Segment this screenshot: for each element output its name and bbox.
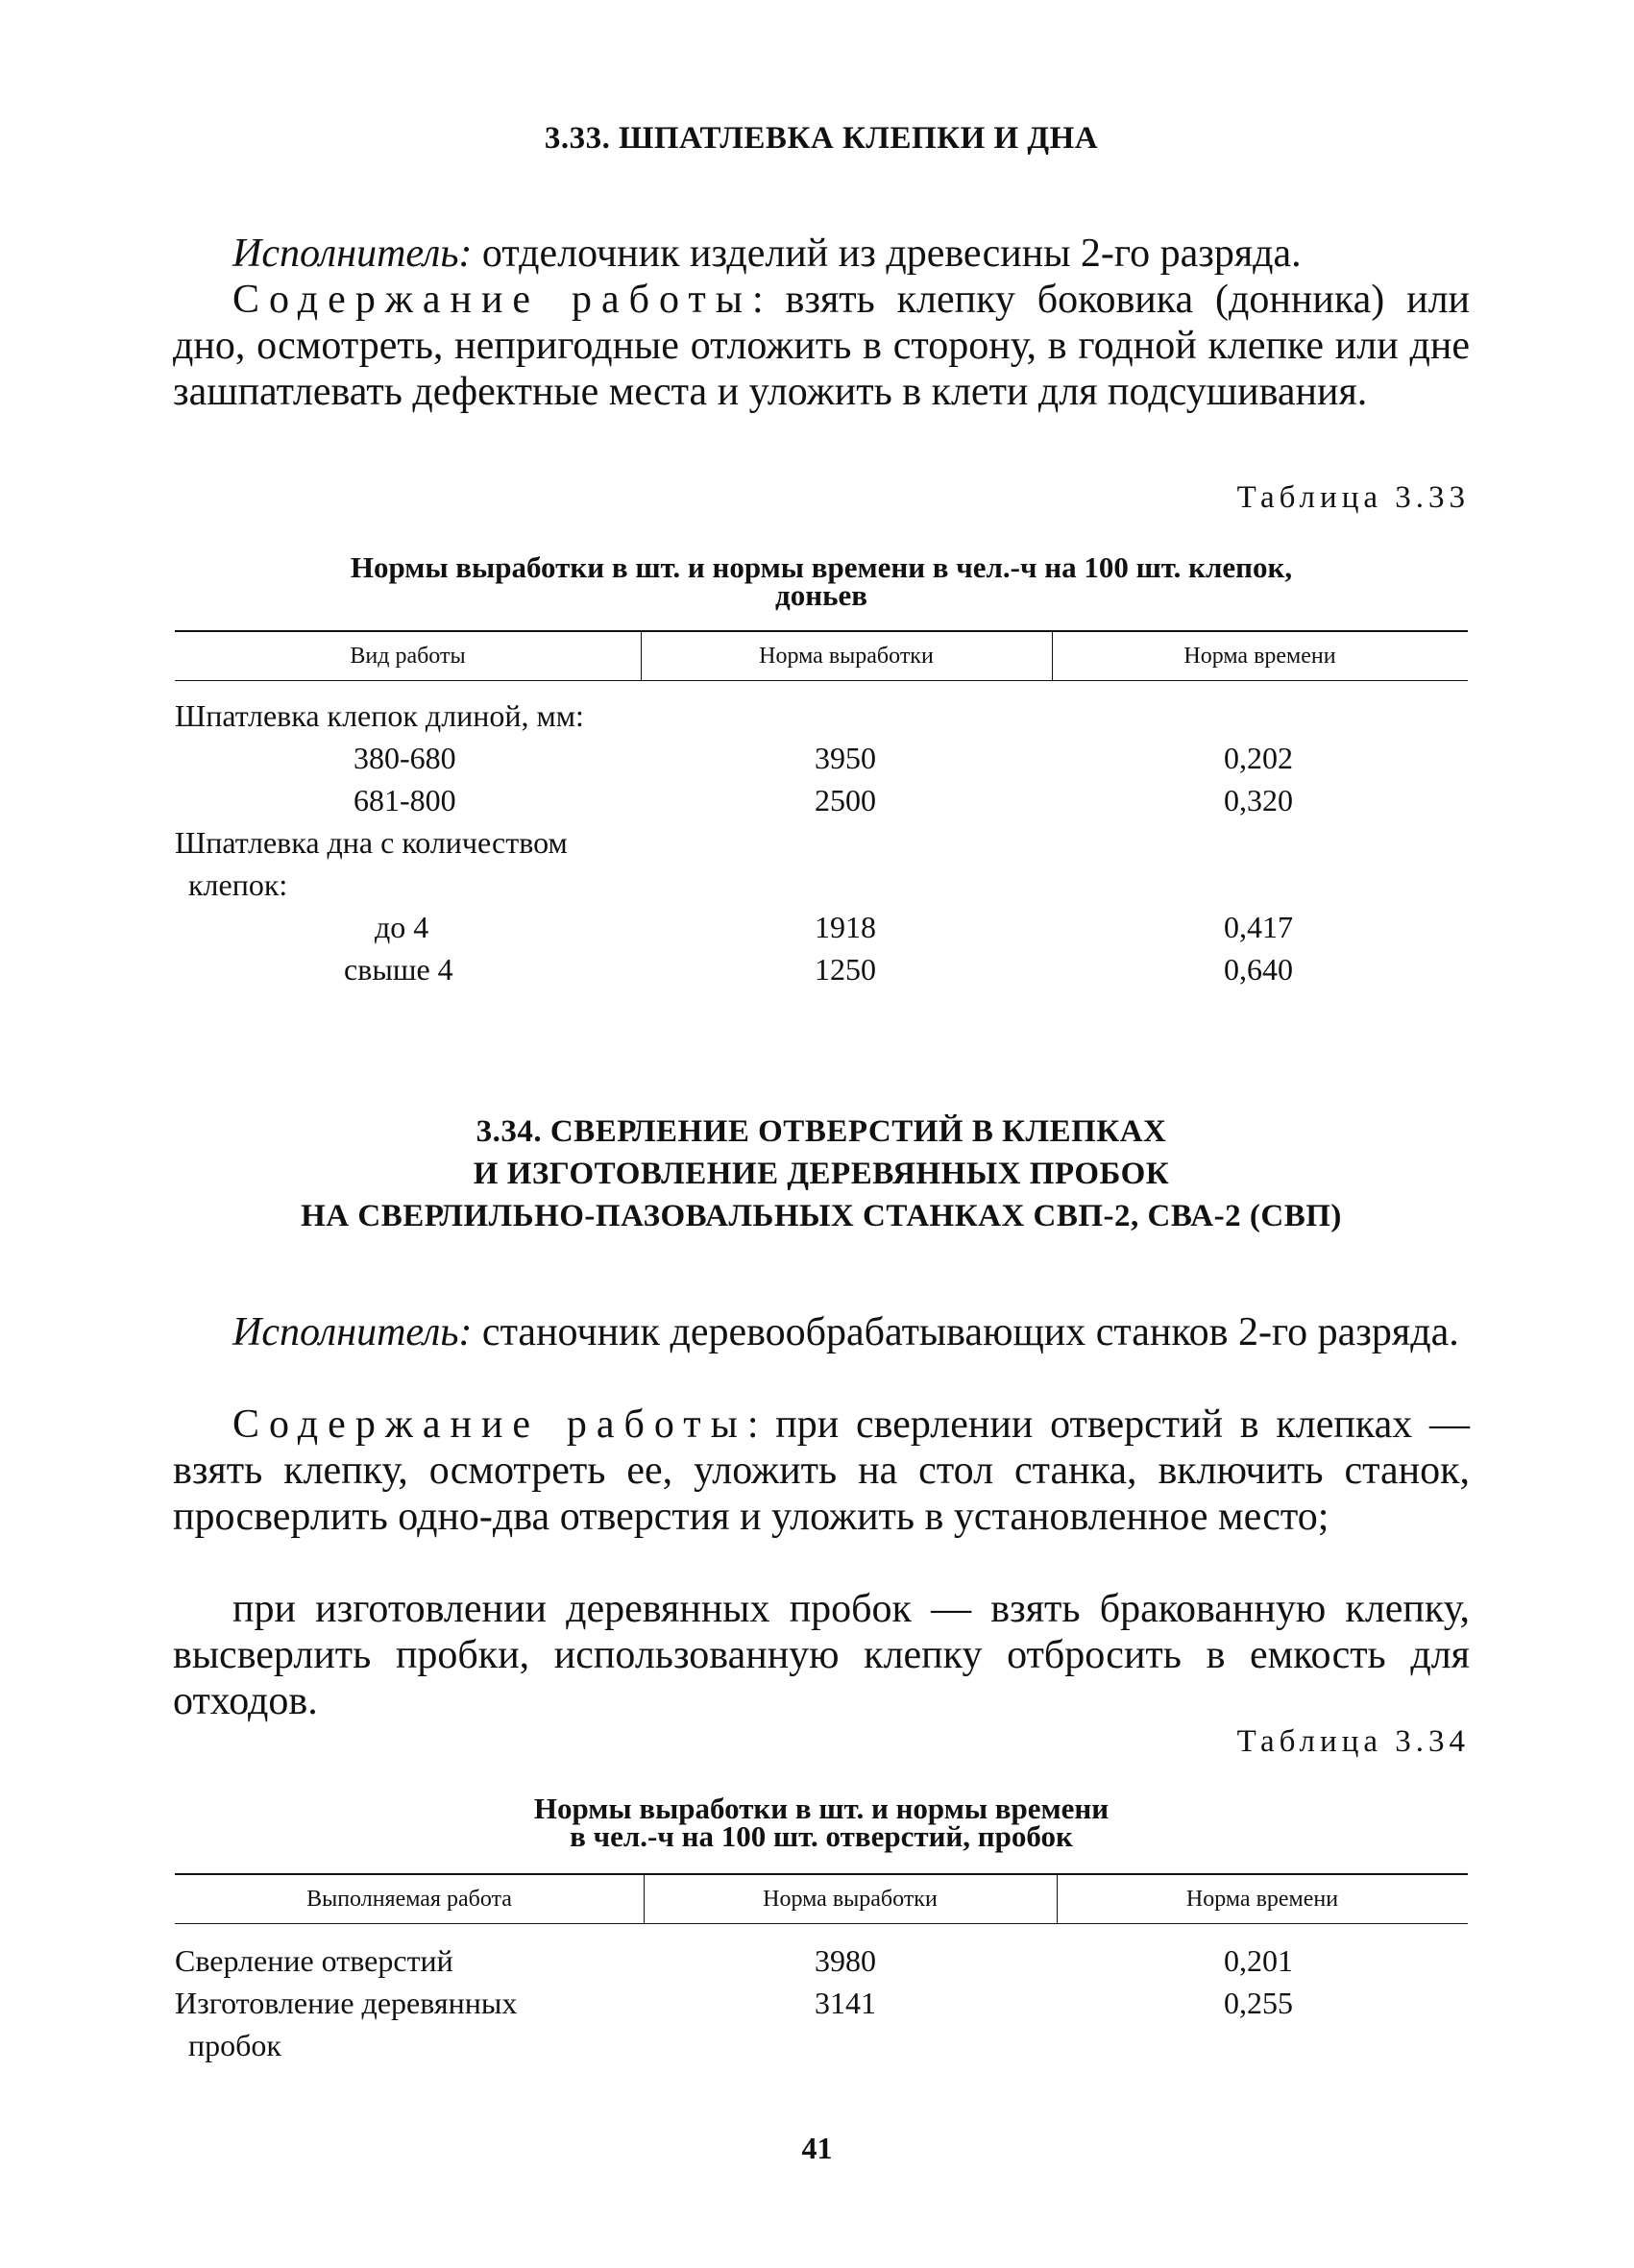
table-row-output: 2500 <box>815 783 876 817</box>
table-row-name-cont: пробок <box>188 2028 281 2062</box>
content-label: Содержание работы <box>232 1402 747 1447</box>
table-row-name: Сверление отверстий <box>175 1943 453 1978</box>
section2-content <box>173 1402 1470 1540</box>
table2-top-rule <box>175 1873 1468 1875</box>
table-row-name: 380-680 <box>354 741 456 775</box>
table-row-time: 0,255 <box>1224 1986 1293 2020</box>
section2-content-cont <box>173 1586 1470 1724</box>
content-text: : взять клепку боковика (донника) или дно, осмотреть, непригодные отложить в сторону, в годной клепке или дне зашпатлевать дефектные места и уложить в клети для подсушивания. <box>173 278 1470 414</box>
table-row-name: до 4 <box>375 910 429 944</box>
table-label-3-33: Таблица 3.33 <box>1236 480 1470 515</box>
table1-colhead-work: Вид работы <box>350 644 466 669</box>
section-heading-3-34: 3.34. СВЕРЛЕНИЕ ОТВЕРСТИЙ В КЛЕПКАХ <box>476 1114 1167 1149</box>
table-row-time: 0,202 <box>1224 741 1293 775</box>
performer-label: Исполнитель: <box>232 1310 473 1354</box>
table-row-name: 681-800 <box>354 783 456 817</box>
content-text-2: при изготовлении деревянных пробок — взять бракованную клепку, высверлить пробки, использованную клепку отбросить в емкость для отходов. <box>173 1587 1470 1723</box>
table-row-output: 3950 <box>815 741 876 775</box>
table1-colhead-time: Норма времени <box>1183 644 1336 669</box>
table-row-output: 1250 <box>815 952 876 987</box>
table2-colhead-output: Норма выработки <box>763 1887 938 1912</box>
content-text: : при сверлении отверстий в клепках — взять клепку, осмотреть ее, уложить на стол станка, включить станок, просверлить одно-два отверстия и уложить в установленное место; <box>173 1402 1471 1539</box>
table2-title-line1: Нормы выработки в шт. и нормы времени <box>533 1792 1110 1825</box>
table1-group1-label: Шпатлевка клепок длиной, мм: <box>175 698 584 733</box>
performer-text: станочник деревообрабатывающих станков 2-го разряда. <box>481 1310 1459 1354</box>
table1-group2-label-cont: клепок: <box>188 867 288 902</box>
table1-header-rule <box>175 680 1468 681</box>
table-row-time: 0,640 <box>1224 952 1293 987</box>
table1-colhead-output: Норма выработки <box>759 644 934 669</box>
table1-group2-label: Шпатлевка дна с количеством <box>175 825 568 860</box>
content-label: Содержание работы <box>232 278 752 322</box>
table-row-output: 1918 <box>815 910 876 944</box>
table1-top-rule <box>175 630 1468 632</box>
table2-colhead-work: Выполняемая работа <box>306 1887 512 1912</box>
table-row-name: Изготовление деревянных <box>175 1986 518 2020</box>
table-row-output: 3141 <box>815 1986 876 2020</box>
page-number: 41 <box>801 2131 833 2165</box>
section-heading-3-34-line3: НА СВЕРЛИЛЬНО-ПАЗОВАЛЬНЫХ СТАНКАХ СВП-2, СВА-2 (СВП) <box>301 1199 1342 1233</box>
section1-performer <box>173 231 1470 277</box>
performer-text: отделочник изделий из древесины 2-го разряда. <box>481 232 1302 276</box>
section1-content <box>173 277 1470 415</box>
table-row-output: 3980 <box>815 1943 876 1978</box>
table2-header-rule <box>175 1923 1468 1924</box>
table-row-name: свыше 4 <box>344 952 453 987</box>
section-heading-3-34-line2: И ИЗГОТОВЛЕНИЕ ДЕРЕВЯННЫХ ПРОБОК <box>473 1157 1170 1191</box>
table2-title-line2: в чел.-ч на 100 шт. отверстий, пробок <box>570 1819 1073 1853</box>
table-row-time: 0,320 <box>1224 783 1293 817</box>
section2-performer <box>173 1309 1470 1355</box>
table-label-3-34: Таблица 3.34 <box>1236 1724 1470 1759</box>
table-row-time: 0,201 <box>1224 1943 1293 1978</box>
table1-title-line1: Нормы выработки в шт. и нормы времени в чел.-ч на 100 шт. клепок, <box>350 550 1293 584</box>
table1-title-line2: доньев <box>775 578 867 612</box>
table2-colhead-time: Норма времени <box>1185 1887 1339 1912</box>
section-heading-3-33: 3.33. ШПАТЛЕВКА КЛЕПКИ И ДНА <box>544 121 1099 156</box>
table-row-time: 0,417 <box>1224 910 1293 944</box>
performer-label: Исполнитель: <box>232 232 473 276</box>
